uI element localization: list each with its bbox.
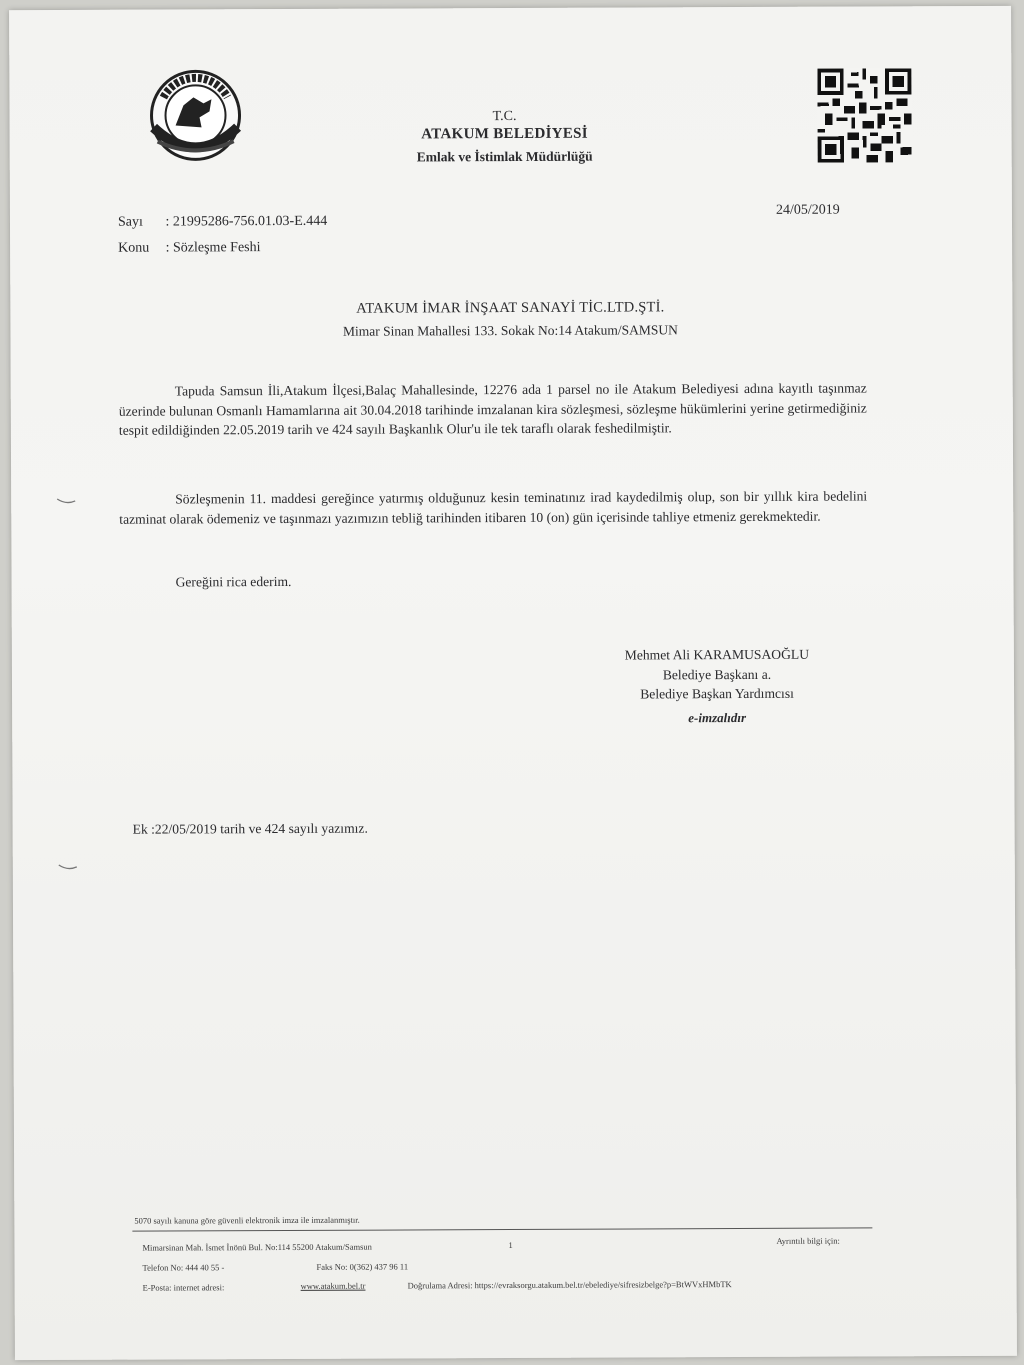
footer-address: Mimarsinan Mah. İsmet İnönü Bul. No:114 55200 Atakum/Samsun xyxy=(142,1241,372,1253)
footer-info-label: Ayrıntılı bilgi için: xyxy=(776,1235,840,1246)
footer-phone: Telefon No: 444 40 55 - xyxy=(142,1262,225,1273)
footer-esign-note: 5070 sayılı kanuna göre güvenli elektronik imza ile imzalanmıştır. xyxy=(134,1214,360,1226)
footer-divider xyxy=(132,1227,872,1231)
recipient-address: Mimar Sinan Mahallesi 133. Sokak No:14 Atakum/SAMSUN xyxy=(342,322,678,339)
qr-code xyxy=(817,68,911,162)
punch-mark-icon xyxy=(57,862,79,872)
subject-row xyxy=(118,240,260,257)
header-tc: T.C. xyxy=(492,108,517,125)
body-paragraph-1: Tapuda Samsun İli,Atakum İlçesi,Balaç Mahallesinde, 12276 ada 1 parsel no ile Atakum Belediyesi adına kayıtlı taşınmaz üzerinde bulunan Osmanlı Hamamlarına ait 30.04.2018 tarihinde imzalanan kira sözleşmesi, sözleşme hükümlerini yerine getirmediğiniz tespit edildiğinden 22.05.2019 tarih ve 424 sayılı Başkanlık Olur'u ile tek taraflı olarak feshedilmiştir. xyxy=(118,380,867,438)
signatory-title-1: Belediye Başkanı a. xyxy=(662,666,772,683)
subject-value: : Sözleşme Feshi xyxy=(165,240,261,256)
reference-value: : 21995286-756.01.03-E.444 xyxy=(165,213,328,230)
subject-label: Konu xyxy=(118,240,150,256)
signatory-title-2: Belediye Başkan Yardımcısı xyxy=(640,685,794,702)
attachment-line: Ek :22/05/2019 tarih ve 424 sayılı yazımız. xyxy=(132,820,368,837)
footer-fax: Faks No: 0(362) 437 96 11 xyxy=(316,1261,409,1272)
document-date: 24/05/2019 xyxy=(775,202,840,218)
document-page xyxy=(9,6,1017,1360)
reference-label: Sayı xyxy=(117,214,143,230)
closing-line: Gereğini rica ederim. xyxy=(175,573,292,590)
footer-email: E-Posta: internet adresi: xyxy=(142,1282,225,1293)
municipality-logo xyxy=(137,67,253,168)
reference-number-row xyxy=(118,214,327,231)
footer-verification-url[interactable]: Doğrulama Adresi: https://evraksorgu.atakum.bel.tr/ebelediye/sifresizbelge?p=BtWVxHMbTK xyxy=(407,1279,732,1291)
footer-website-link[interactable]: www.atakum.bel.tr xyxy=(300,1280,366,1291)
body-paragraph-2: Sözleşmenin 11. maddesi gereğince yatırmış olduğunuz kesin teminatınız irad kaydedilmiş olup, son bir yıllık kira bedelini tazminat olarak ödemeniz ve taşınmazı yazımızın tebliğ tarihinden itibaren 10 (on) gün içerisinde tahliye etmeniz gerekmektedir. xyxy=(119,488,868,527)
e-signature-note: e-imzalıdır xyxy=(688,709,747,726)
organization-name: ATAKUM BELEDİYESİ xyxy=(421,125,588,143)
footer-page-number: 1 xyxy=(508,1240,513,1251)
department-name: Emlak ve İstimlak Müdürlüğü xyxy=(416,148,593,165)
punch-mark-icon xyxy=(55,496,77,506)
recipient-name: ATAKUM İMAR İNŞAAT SANAYİ TİC.LTD.ŞTİ. xyxy=(356,299,665,317)
signatory-name: Mehmet Ali KARAMUSAOĞLU xyxy=(624,646,810,663)
